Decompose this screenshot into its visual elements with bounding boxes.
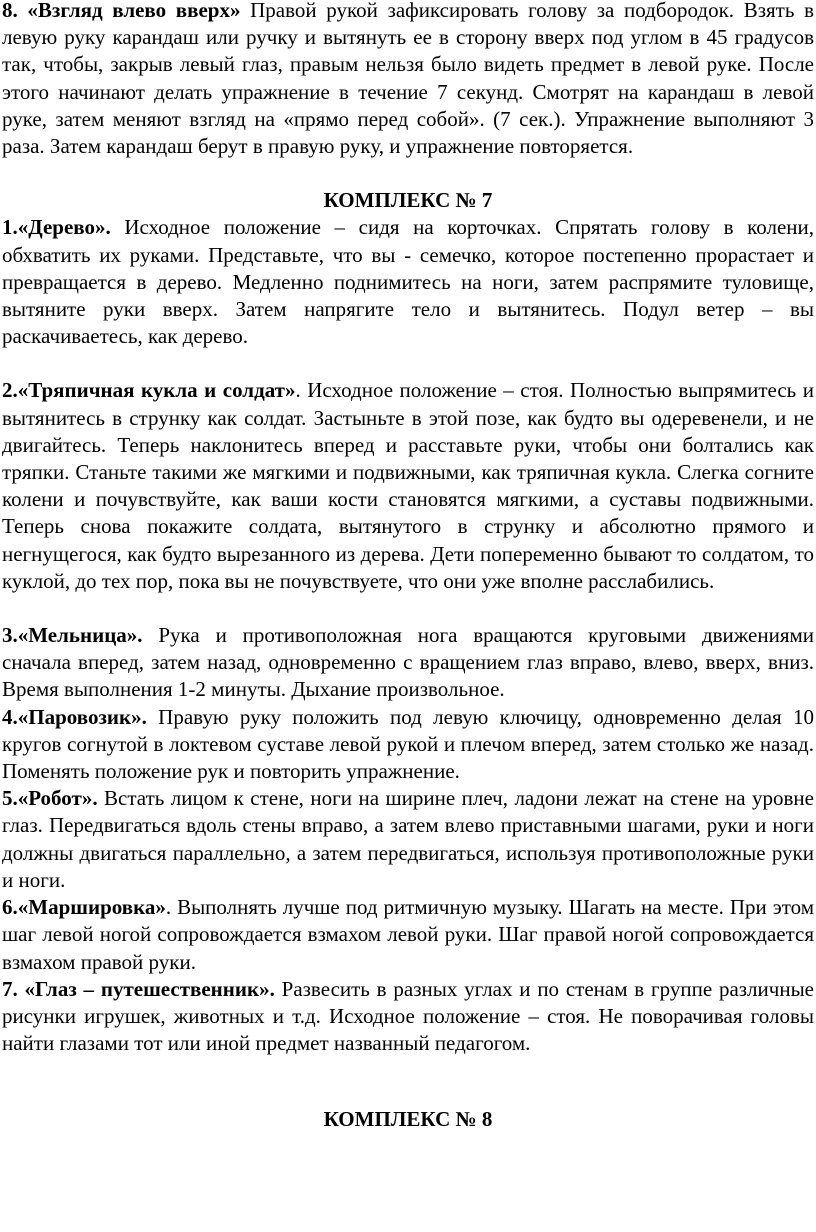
item-7-title: 7. «Глаз – путешественник».	[2, 976, 275, 1001]
item-7-text: Развесить в разных углах и по стенам в группе различные рисунки игрушек, животных и т.д. Исходное положение – стоя. Не поворачивая головы найти глазами тот или иной предмет названный педагогом.	[2, 976, 815, 1056]
item-4-text: Правую руку положить под левую ключицу, одновременно делая 10 кругов согнутой в локтевом суставе левой рукой и плечом вперед, затем столько же назад. Поменять положение рук и повторить упражнение.	[2, 704, 814, 784]
complex-8-heading: КОМПЛЕКС № 8	[323, 1107, 493, 1132]
complex-7-item-4	[2, 704, 814, 786]
item-5-title: 5.«Робот».	[2, 786, 98, 811]
exercise-8-paragraph	[2, 0, 814, 160]
item-1-text: Исходное положение – сидя на корточках. Спрятать голову в колени, обхватить их руками. Представьте, что вы - семечко, которое постепенно прорастает и превращается в дерево. Медленно поднимитесь на ноги, затем распрямите туловище, вытяните руки вверх. Затем напрягите тело и вытянитесь. Подул ветер – вы раскачиваетесь, как дерево.	[2, 215, 814, 349]
complex-7-item-6	[2, 894, 814, 976]
spacer	[2, 350, 814, 377]
spacer	[2, 595, 814, 622]
spacer	[2, 1084, 814, 1106]
complex-7-item-5	[2, 785, 814, 894]
item-2-text: . Исходное положение – стоя. Полностью выпрямитесь и вытянитесь в струнку как солдат. Застыньте в этой позе, как будто вы одеревенели, и не двигайтесь. Теперь наклонитесь вперед и расставьте руки, чтобы они болтались как тряпки. Станьте такими же мягкими и подвижными, как тряпичная кукла. Слегка согните колени и почувствуйте, как ваши кости становятся мягкими, а суставы подвижными. Теперь снова покажите солдата, вытянутого в струнку и абсолютно прямого и негнущегося, как будто вырезанного из дерева. Дети попеременно бывают то солдатом, то куклой, до тех пор, пока вы не почувствуете, что они уже вполне расслабились.	[2, 378, 814, 593]
item-2-title: 2.«Тряпичная кукла и солдат»	[2, 378, 296, 403]
item-3-title: 3.«Мельница».	[2, 623, 143, 648]
complex-7-heading: КОМПЛЕКС № 7	[323, 188, 493, 213]
exercise-8-title: 8. «Взгляд влево вверх»	[2, 0, 241, 22]
item-4-title: 4.«Паровозик».	[2, 704, 147, 729]
complex-7-item-7	[2, 976, 814, 1058]
item-3-text: Рука и противоположная нога вращаются круговыми движениями сначала вперед, затем назад, одновременно с вращением глаз вправо, влево, вверх, вниз. Время выполнения 1-2 минуты. Дыхание произвольное.	[2, 623, 814, 702]
item-1-title: 1.«Дерево».	[2, 215, 111, 240]
complex-7-item-3	[2, 622, 814, 704]
item-5-text: Встать лицом к стене, ноги на ширине плеч, ладони лежат на стене на уровне глаз. Передвигаться вдоль стены вправо, а затем влево приставными шагами, руки и ноги должны двигаться параллельно, а затем передвигаться, используя противоположные руки и ноги.	[2, 786, 814, 892]
complex-7-item-1	[2, 214, 814, 350]
complex-7-item-2	[2, 377, 814, 595]
document-page	[2, 0, 814, 1134]
spacer	[2, 1057, 814, 1084]
item-6-text: . Выполнять лучше под ритмичную музыку. Шагать на месте. При этом шаг левой ногой сопровождается взмахом левой руки. Шаг правой ногой сопровождается взмахом правой руки.	[2, 895, 814, 974]
spacer	[2, 160, 814, 187]
exercise-8-text: Правой рукой зафиксировать голову за подбородок. Взять в левую руку карандаш или ручку и вытянуть ее в сторону вверх под углом в 45 градусов так, чтобы, закрыв левый глаз, правым нельзя было видеть предмет в левой руке. После этого начинают делать упражнение в течение 7 секунд. Смотрят на карандаш в левой руке, затем меняют взгляд на «прямо перед собой». (7 сек.). Упражнение выполняют 3 раза. Затем карандаш берут в правую руку, и упражнение повторяется.	[2, 0, 814, 159]
item-6-title: 6.«Маршировка»	[2, 895, 166, 920]
